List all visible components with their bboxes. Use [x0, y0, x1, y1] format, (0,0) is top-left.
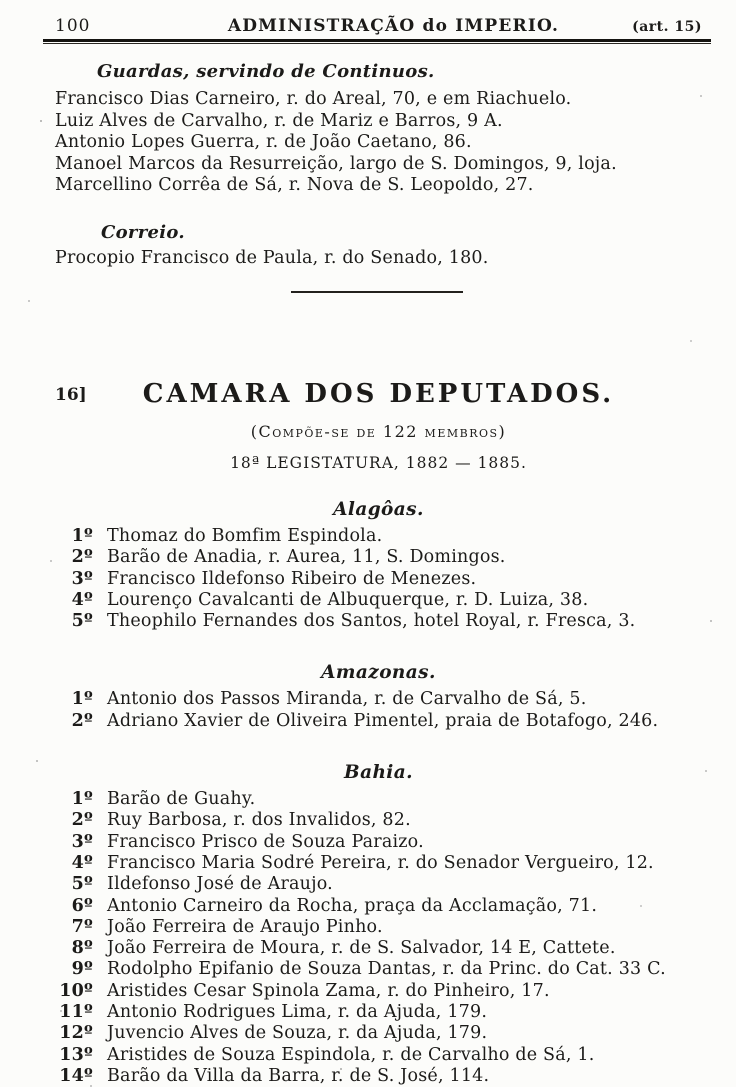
member-number: 1º [71, 526, 93, 546]
header-rule [43, 39, 711, 44]
list-item: Antonio Lopes Guerra, r. de João Caetano, 86. [55, 132, 472, 152]
member-row [55, 689, 702, 710]
member-number: 3º [71, 831, 93, 852]
member-row [55, 569, 702, 590]
member-number: 4º [71, 589, 93, 610]
member-text: João Ferreira de Araujo Pinho. [107, 916, 383, 937]
state-name: Amazonas. [321, 662, 436, 684]
member-number: 2º [71, 547, 93, 568]
member-number: 14º [59, 1065, 93, 1086]
page-header-title: ADMINISTRAÇÃO do IMPERIO. [227, 16, 560, 36]
member-row [55, 547, 702, 568]
member-text: Francisco Maria Sodré Pereira, r. do Senador Vergueiro, 12. [107, 852, 654, 873]
member-number: 5º [71, 874, 93, 895]
member-number: 4º [71, 852, 93, 873]
member-row [55, 590, 702, 611]
member-number: 11º [59, 1002, 93, 1023]
state-name: Bahia. [344, 762, 413, 784]
member-text: Francisco Ildefonso Ribeiro de Menezes. [107, 568, 477, 589]
member-row [55, 611, 702, 632]
running-head [55, 16, 702, 36]
member-number: 13º [59, 1044, 93, 1065]
state-delegation [55, 499, 702, 632]
member-text: Aristides Cesar Spinola Zama, r. do Pinheiro, 17. [107, 980, 550, 1001]
state-delegation [55, 662, 702, 732]
member-number: 10º [59, 980, 93, 1001]
chamber-title-row [55, 379, 702, 409]
member-number: 1º [71, 689, 93, 710]
member-text: Aristides de Souza Espindola, r. de Carvalho de Sá, 1. [107, 1044, 595, 1065]
state-delegations [55, 499, 702, 1087]
member-text: Ildefonso José de Araujo. [107, 874, 333, 895]
article-reference: (art. 15) [632, 19, 702, 35]
member-text: Antonio dos Passos Miranda, r. de Carvalho de Sá, 5. [107, 689, 587, 710]
member-number: 12º [59, 1023, 93, 1044]
member-row [55, 1045, 702, 1066]
member-text: Thomaz do Bomfim Espindola. [107, 526, 383, 546]
page-number: 100 [55, 16, 91, 36]
member-number: 1º [71, 789, 93, 810]
member-number: 6º [71, 895, 93, 916]
member-row [55, 810, 702, 831]
member-number: 7º [71, 916, 93, 937]
member-number: 5º [71, 611, 93, 632]
member-row [55, 853, 702, 874]
member-text: Barão de Guahy. [107, 789, 256, 810]
member-text: Barão da Villa da Barra, r. de S. José, 114. [107, 1065, 490, 1086]
section-guardas [55, 61, 702, 197]
member-text: Adriano Xavier de Oliveira Pimentel, praia de Botafogo, 246. [107, 710, 659, 731]
member-row [55, 1002, 702, 1023]
state-delegation [55, 762, 702, 1087]
section-chamber [55, 379, 702, 1087]
list-item: Marcellino Corrêa de Sá, r. Nova de S. Leopoldo, 27. [55, 175, 534, 195]
member-row [55, 938, 702, 959]
section-correio [55, 222, 702, 270]
member-number: 2º [71, 810, 93, 831]
list-item: Luiz Alves de Carvalho, r. de Mariz e Barros, 9 A. [55, 110, 503, 131]
member-row [55, 896, 702, 917]
section-divider [291, 291, 463, 293]
list-item: Manoel Marcos da Resurreição, largo de S. Domingos, 9, loja. [55, 153, 617, 174]
member-text: Lourenço Cavalcanti de Albuquerque, r. D. Luiza, 38. [107, 589, 589, 610]
entry-list [55, 248, 702, 270]
member-row [55, 711, 702, 732]
margin-reference: 16] [55, 385, 87, 405]
member-text: Juvencio Alves de Souza, r. da Ajuda, 179. [107, 1023, 488, 1044]
member-row [55, 917, 702, 938]
scan-speckles [0, 0, 2, 2]
chamber-subtitle: (Compõe-se de 122 membros) [250, 422, 507, 441]
member-row [55, 1066, 702, 1087]
entry-list [55, 89, 702, 197]
list-item: Procopio Francisco de Paula, r. do Senado, 180. [55, 247, 489, 268]
member-row [55, 1023, 702, 1044]
member-row [55, 874, 702, 895]
member-text: João Ferreira de Moura, r. de S. Salvador, 14 E, Cattete. [107, 938, 616, 959]
member-row [55, 832, 702, 853]
section-heading: Guardas, servindo de Continuos. [97, 61, 435, 82]
member-text: Barão de Anadia, r. Aurea, 11, S. Domingos. [107, 547, 506, 568]
section-heading: Correio. [101, 221, 185, 243]
member-number: 3º [71, 568, 93, 589]
member-text: Antonio Carneiro da Rocha, praça da Acclamação, 71. [107, 895, 598, 916]
member-text: Theophilo Fernandes dos Santos, hotel Royal, r. Fresca, 3. [107, 611, 636, 632]
member-row [55, 789, 702, 810]
state-name: Alagôas. [333, 499, 424, 520]
list-item: Francisco Dias Carneiro, r. do Areal, 70, e em Riachuelo. [55, 89, 572, 109]
member-number: 2º [71, 710, 93, 731]
chamber-title: CAMARA DOS DEPUTADOS. [142, 379, 615, 409]
member-row [55, 526, 702, 547]
member-row [55, 981, 702, 1002]
member-row [55, 959, 702, 980]
member-text: Antonio Rodrigues Lima, r. da Ajuda, 179. [107, 1002, 488, 1023]
member-text: Francisco Prisco de Souza Paraizo. [107, 831, 424, 852]
member-text: Rodolpho Epifanio de Souza Dantas, r. da Princ. do Cat. 33 C. [107, 959, 666, 980]
member-text: Ruy Barbosa, r. dos Invalidos, 82. [107, 810, 411, 831]
member-number: 9º [71, 959, 93, 980]
chamber-legislature: 18ª LEGISTATURA, 1882 — 1885. [230, 454, 527, 472]
member-number: 8º [71, 938, 93, 959]
